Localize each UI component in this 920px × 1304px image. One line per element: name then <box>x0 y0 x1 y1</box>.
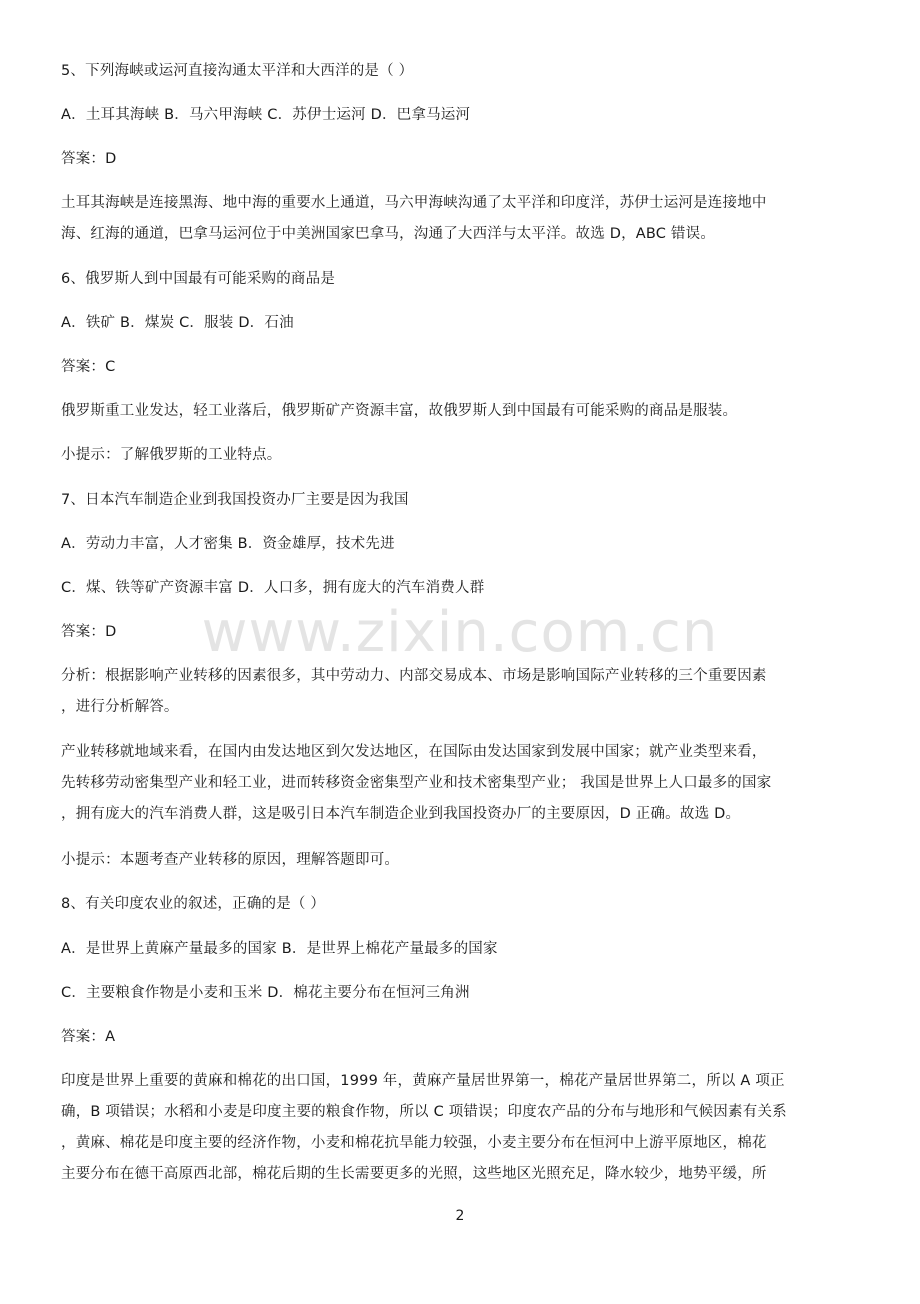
question-7-answer: 答案：D <box>61 624 117 640</box>
explanation-line: ，拥有庞大的汽车消费人群，这是吸引日本汽车制造企业到我国投资办厂的主要原因，D 正确。故选 D。 <box>61 806 741 822</box>
question-8-options-ab: A．是世界上黄麻产量最多的国家 B．是世界上棉花产量最多的国家 <box>61 941 498 957</box>
question-5-answer: 答案：D <box>61 151 117 167</box>
question-8-options-cd: C．主要粮食作物是小麦和玉米 D．棉花主要分布在恒河三角洲 <box>61 985 470 1001</box>
question-7-tip: 小提示：本题考查产业转移的原因，理解答题即可。 <box>61 852 400 868</box>
explanation-line: 确，B 项错误；水稻和小麦是印度主要的粮食作物，所以 C 项错误；印度农产品的分布与地形和气候因素有关系 <box>61 1104 787 1120</box>
explanation-line: 印度是世界上重要的黄麻和棉花的出口国，1999 年，黄麻产量居世界第一，棉花产量居世界第二，所以 A 项正 <box>61 1073 785 1089</box>
explanation-line: 土耳其海峡是连接黑海、地中海的重要水上通道，马六甲海峡沟通了太平洋和印度洋，苏伊士运河是连接地中 <box>61 195 767 211</box>
watermark: www.zixin.com.cn <box>201 600 719 665</box>
explanation-line: 先转移劳动密集型产业和轻工业，进而转移资金密集型产业和技术密集型产业； 我国是世界上人口最多的国家 <box>61 775 772 791</box>
question-7-analysis <box>61 661 861 723</box>
explanation-line: 主要分布在德干高原西北部，棉花后期的生长需要更多的光照，这些地区光照充足，降水较少，地势平缓，所 <box>61 1166 767 1182</box>
analysis-line: 分析：根据影响产业转移的因素很多，其中劳动力、内部交易成本、市场是影响国际产业转移的三个重要因素 <box>61 668 767 684</box>
question-8-explanation <box>61 1066 861 1190</box>
question-7: 7、日本汽车制造企业到我国投资办厂主要是因为我国 <box>61 492 409 508</box>
explanation-line: 海、红海的通道，巴拿马运河位于中美洲国家巴拿马，沟通了大西洋与太平洋。故选 D，ABC 错误。 <box>61 226 716 242</box>
question-6-answer: 答案：C <box>61 359 116 375</box>
question-5: 5、下列海峡或运河直接沟通太平洋和大西洋的是（ ） <box>61 63 414 79</box>
question-5-explanation <box>61 188 861 250</box>
page-number: 2 <box>455 1208 465 1224</box>
explanation-line: ，黄麻、棉花是印度主要的经济作物，小麦和棉花抗旱能力较强，小麦主要分布在恒河中上游平原地区，棉花 <box>61 1135 767 1151</box>
question-6-options: A．铁矿 B．煤炭 C．服装 D．石油 <box>61 315 294 331</box>
question-7-explanation <box>61 737 861 830</box>
question-8-answer: 答案：A <box>61 1029 116 1045</box>
question-7-options-cd: C．煤、铁等矿产资源丰富 D．人口多，拥有庞大的汽车消费人群 <box>61 580 485 596</box>
analysis-line: ，进行分析解答。 <box>61 699 179 715</box>
question-7-options-ab: A．劳动力丰富，人才密集 B．资金雄厚，技术先进 <box>61 536 395 552</box>
question-5-options: A．土耳其海峡 B．马六甲海峡 C．苏伊士运河 D．巴拿马运河 <box>61 107 471 123</box>
question-8: 8、有关印度农业的叙述，正确的是（ ） <box>61 896 326 912</box>
question-6-explanation: 俄罗斯重工业发达，轻工业落后，俄罗斯矿产资源丰富，故俄罗斯人到中国最有可能采购的商品是服装。 <box>61 403 738 419</box>
question-6-tip: 小提示：了解俄罗斯的工业特点。 <box>61 447 282 463</box>
question-6: 6、俄罗斯人到中国最有可能采购的商品是 <box>61 271 336 287</box>
explanation-line: 产业转移就地域来看，在国内由发达地区到欠发达地区，在国际由发达国家到发展中国家；就产业类型来看， <box>61 744 767 760</box>
